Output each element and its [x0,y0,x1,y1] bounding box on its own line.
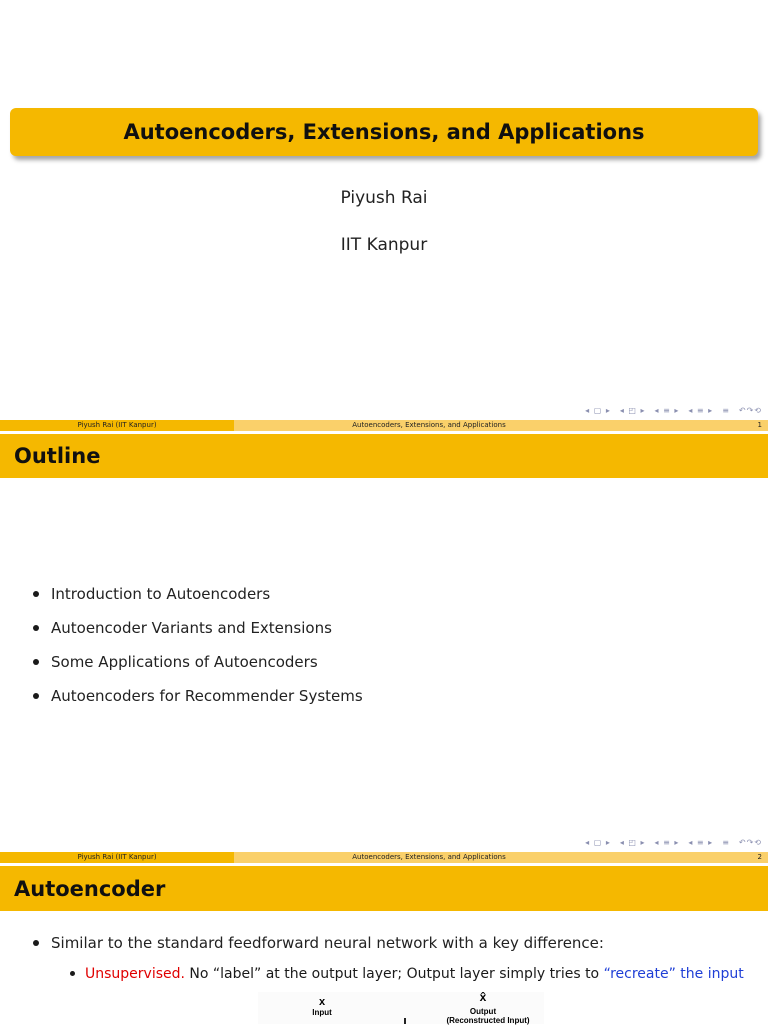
bullet-icon [33,940,39,946]
output-symbol: x̂ [479,990,487,1004]
bullet-icon [33,625,39,631]
presentation-title: Autoencoders, Extensions, and Applications [10,108,758,156]
unsupervised-highlight: Unsupervised. [85,966,185,982]
sub-bullet-icon [70,971,75,976]
footer-title: Autoencoders, Extensions, and Applications [234,420,624,431]
title-slide [0,0,768,432]
footer-author: Piyush Rai (IIT Kanpur) [0,852,234,863]
autoencoder-diagram [258,992,544,1024]
nav-search-icon[interactable]: ↶↷⟲ [738,837,762,847]
nav-search-icon[interactable]: ↶↷⟲ [738,405,762,415]
outline-list [33,584,363,720]
input-symbol: x [318,996,326,1008]
nav-subsection-icon[interactable]: ◂ ◰ ▸ [619,405,646,415]
nav-subsection-icon[interactable]: ◂ ◰ ▸ [619,837,646,847]
nav-frame-icon[interactable]: ◂ ▢ ▸ [585,837,611,847]
bullet-icon [33,659,39,665]
diagram-connector [404,1018,406,1024]
nav-section-prev-icon[interactable]: ◂ ≡ ▸ [654,405,680,415]
author-name: Piyush Rai [340,188,428,208]
beamer-nav-bar[interactable] [585,404,762,416]
list-item: Similar to the standard feedforward neural network with a key difference: [33,933,604,963]
footer-title: Autoencoders, Extensions, and Applications [234,852,624,863]
sub-bullet-text: No “label” at the output layer; Output layer simply tries to [184,966,604,982]
nav-menu-icon[interactable]: ≡ [722,837,730,847]
output-sub-label: (Reconstructed Input) [446,1016,530,1025]
footer-page-number: 1 [624,420,768,431]
nav-section-next-icon[interactable]: ◂ ≡ ▸ [688,837,714,847]
beamer-nav-bar[interactable] [585,836,762,848]
nav-menu-icon[interactable]: ≡ [722,405,730,415]
footer-bar [0,852,768,863]
list-item: Introduction to Autoencoders [33,584,363,618]
sub-bullet [70,965,744,983]
list-item: Autoencoder Variants and Extensions [33,618,363,652]
institute-name: IIT Kanpur [340,235,428,255]
content-list [33,933,604,963]
outline-slide [0,434,768,866]
bullet-icon [33,591,39,597]
recreate-highlight: “recreate” the input [603,966,744,982]
footer-author: Piyush Rai (IIT Kanpur) [0,420,234,431]
nav-section-prev-icon[interactable]: ◂ ≡ ▸ [654,837,680,847]
frame-title: Outline [0,434,768,478]
list-item: Autoencoders for Recommender Systems [33,686,363,720]
list-item: Some Applications of Autoencoders [33,652,363,686]
input-label: Input [312,1008,332,1017]
frame-title: Autoencoder [0,866,768,911]
autoencoder-slide [0,866,768,1024]
bullet-icon [33,693,39,699]
output-label: Output [469,1007,497,1016]
nav-frame-icon[interactable]: ◂ ▢ ▸ [585,405,611,415]
footer-bar [0,420,768,431]
footer-page-number: 2 [624,852,768,863]
nav-section-next-icon[interactable]: ◂ ≡ ▸ [688,405,714,415]
